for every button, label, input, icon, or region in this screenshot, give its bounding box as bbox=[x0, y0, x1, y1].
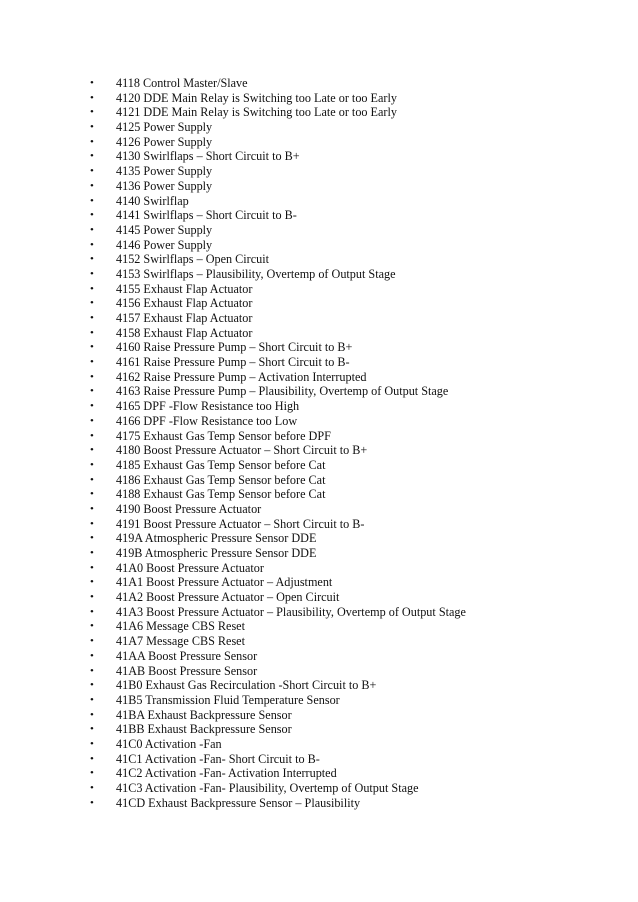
bullet-icon: • bbox=[90, 223, 94, 236]
list-item bbox=[90, 384, 610, 399]
bullet-icon: • bbox=[90, 282, 94, 295]
list-item-text: 4161 Raise Pressure Pump – Short Circuit to B- bbox=[116, 355, 350, 370]
list-item-text: 4190 Boost Pressure Actuator bbox=[116, 501, 262, 516]
bullet-icon: • bbox=[90, 591, 94, 604]
bullet-icon: • bbox=[90, 517, 94, 530]
bullet-icon: • bbox=[90, 605, 94, 618]
list-item bbox=[90, 149, 610, 164]
bullet-icon: • bbox=[90, 414, 94, 427]
bullet-icon: • bbox=[90, 297, 94, 310]
list-item-text: 41AB Boost Pressure Sensor bbox=[116, 663, 258, 678]
list-item-text: 4188 Exhaust Gas Temp Sensor before Cat bbox=[116, 487, 326, 502]
bullet-icon: • bbox=[90, 121, 94, 134]
bullet-icon: • bbox=[90, 312, 94, 324]
list-item-text: 4135 Power Supply bbox=[116, 164, 213, 179]
list-item-text: 419A Atmospheric Pressure Sensor DDE bbox=[116, 531, 317, 546]
list-item-text: 4175 Exhaust Gas Temp Sensor before DPF bbox=[116, 428, 331, 443]
list-item bbox=[90, 326, 610, 341]
list-item bbox=[90, 649, 610, 664]
list-item-text: 4136 Power Supply bbox=[116, 178, 213, 193]
list-item bbox=[90, 546, 610, 561]
list-item bbox=[90, 370, 610, 385]
list-item-text: 41B5 Transmission Fluid Temperature Sensor bbox=[116, 692, 340, 707]
list-item bbox=[90, 722, 610, 737]
bullet-icon: • bbox=[90, 356, 94, 369]
list-item-text: 41A3 Boost Pressure Actuator – Plausibility, Overtemp of Output Stage bbox=[116, 604, 466, 619]
list-item bbox=[90, 267, 610, 282]
list-item-text: 4130 Swirlflaps – Short Circuit to B+ bbox=[116, 149, 300, 164]
list-item bbox=[90, 619, 610, 634]
bullet-icon: • bbox=[90, 179, 94, 192]
bullet-icon: • bbox=[90, 194, 94, 207]
list-item-text: 41A1 Boost Pressure Actuator – Adjustment bbox=[116, 575, 333, 590]
list-item bbox=[90, 414, 610, 429]
list-item-text: 4141 Swirlflaps – Short Circuit to B- bbox=[116, 208, 297, 223]
bullet-icon: • bbox=[90, 444, 94, 457]
bullet-icon: • bbox=[90, 561, 94, 574]
bullet-icon: • bbox=[90, 473, 94, 486]
list-item bbox=[90, 502, 610, 517]
bullet-icon: • bbox=[90, 150, 94, 163]
list-item bbox=[90, 340, 610, 355]
list-item-text: 4165 DPF -Flow Resistance too High bbox=[116, 399, 300, 414]
bullet-icon: • bbox=[90, 532, 94, 545]
bullet-icon: • bbox=[90, 664, 94, 677]
list-item-text: 41A2 Boost Pressure Actuator – Open Circuit bbox=[116, 590, 340, 605]
bullet-icon: • bbox=[90, 708, 94, 721]
bullet-icon: • bbox=[90, 106, 94, 119]
list-item-text: 41AA Boost Pressure Sensor bbox=[116, 648, 258, 663]
list-item-text: 4146 Power Supply bbox=[116, 237, 213, 252]
list-item bbox=[90, 179, 610, 194]
list-item-text: 4153 Swirlflaps – Plausibility, Overtemp of Output Stage bbox=[116, 266, 396, 281]
list-item bbox=[90, 252, 610, 267]
list-item-text: 41CD Exhaust Backpressure Sensor – Plausibility bbox=[116, 795, 361, 810]
list-item-text: 41BB Exhaust Backpressure Sensor bbox=[116, 722, 292, 737]
list-item bbox=[90, 693, 610, 708]
list-item-text: 4163 Raise Pressure Pump – Plausibility, Overtemp of Output Stage bbox=[116, 384, 449, 399]
bullet-icon: • bbox=[90, 502, 94, 515]
list-item-text: 41BA Exhaust Backpressure Sensor bbox=[116, 707, 292, 722]
fault-code-list bbox=[90, 76, 610, 810]
list-item-text: 41C1 Activation -Fan- Short Circuit to B- bbox=[116, 751, 320, 766]
list-item bbox=[90, 76, 610, 91]
list-item bbox=[90, 531, 610, 546]
list-item bbox=[90, 429, 610, 444]
list-item bbox=[90, 208, 610, 223]
list-item bbox=[90, 664, 610, 679]
bullet-icon: • bbox=[90, 576, 94, 589]
list-item bbox=[90, 575, 610, 590]
list-item bbox=[90, 678, 610, 693]
list-item bbox=[90, 605, 610, 620]
bullet-icon: • bbox=[90, 165, 94, 178]
bullet-icon: • bbox=[90, 253, 94, 266]
bullet-icon: • bbox=[90, 488, 94, 501]
bullet-icon: • bbox=[90, 547, 94, 559]
list-item bbox=[90, 517, 610, 532]
bullet-icon: • bbox=[90, 326, 94, 339]
bullet-icon: • bbox=[90, 209, 94, 222]
list-item-text: 41C3 Activation -Fan- Plausibility, Overtemp of Output Stage bbox=[116, 781, 419, 795]
bullet-icon: • bbox=[90, 267, 94, 280]
bullet-icon: • bbox=[90, 649, 94, 662]
bullet-icon: • bbox=[90, 91, 94, 104]
list-item bbox=[90, 458, 610, 473]
list-item bbox=[90, 120, 610, 135]
list-item-text: 4156 Exhaust Flap Actuator bbox=[116, 296, 253, 311]
list-item-text: 41A6 Message CBS Reset bbox=[116, 619, 245, 634]
list-item-text: 4186 Exhaust Gas Temp Sensor before Cat bbox=[116, 472, 326, 487]
bullet-icon: • bbox=[90, 679, 94, 692]
list-item bbox=[90, 708, 610, 723]
list-item-text: 41A0 Boost Pressure Actuator bbox=[116, 560, 264, 575]
bullet-icon: • bbox=[90, 400, 94, 413]
list-item-text: 41C2 Activation -Fan- Activation Interrupted bbox=[116, 766, 337, 781]
bullet-icon: • bbox=[90, 341, 94, 354]
list-item bbox=[90, 487, 610, 502]
list-item bbox=[90, 399, 610, 414]
bullet-icon: • bbox=[90, 429, 94, 442]
bullet-icon: • bbox=[90, 238, 94, 251]
list-item-text: 41A7 Message CBS Reset bbox=[116, 634, 245, 649]
list-item-text: 4118 Control Master/Slave bbox=[116, 76, 248, 90]
list-item bbox=[90, 781, 610, 796]
bullet-icon: • bbox=[90, 620, 94, 633]
list-item bbox=[90, 282, 610, 297]
list-item bbox=[90, 796, 610, 811]
list-item bbox=[90, 223, 610, 238]
list-item-text: 4152 Swirlflaps – Open Circuit bbox=[116, 252, 270, 267]
bullet-icon: • bbox=[90, 458, 94, 471]
list-item-text: 4191 Boost Pressure Actuator – Short Circuit to B- bbox=[116, 516, 365, 531]
list-item-text: 4121 DDE Main Relay is Switching too Late or too Early bbox=[116, 105, 397, 120]
list-item bbox=[90, 194, 610, 209]
bullet-icon: • bbox=[90, 635, 94, 648]
bullet-icon: • bbox=[90, 370, 94, 383]
bullet-icon: • bbox=[90, 77, 94, 89]
list-item bbox=[90, 135, 610, 150]
list-item-text: 4162 Raise Pressure Pump – Activation Interrupted bbox=[116, 369, 367, 384]
list-item-text: 4125 Power Supply bbox=[116, 120, 213, 135]
list-item bbox=[90, 443, 610, 458]
list-item bbox=[90, 561, 610, 576]
bullet-icon: • bbox=[90, 723, 94, 736]
list-item-text: 41B0 Exhaust Gas Recirculation -Short Circuit to B+ bbox=[116, 678, 377, 693]
list-item-text: 4185 Exhaust Gas Temp Sensor before Cat bbox=[116, 457, 326, 472]
list-item bbox=[90, 737, 610, 752]
list-item bbox=[90, 296, 610, 311]
list-item bbox=[90, 105, 610, 120]
list-item-text: 4158 Exhaust Flap Actuator bbox=[116, 325, 253, 340]
list-item bbox=[90, 311, 610, 326]
list-item-text: 4140 Swirlflap bbox=[116, 193, 189, 208]
bullet-icon: • bbox=[90, 796, 94, 809]
list-item-text: 4180 Boost Pressure Actuator – Short Circuit to B+ bbox=[116, 443, 368, 458]
bullet-icon: • bbox=[90, 737, 94, 750]
list-item bbox=[90, 91, 610, 106]
list-item-text: 41C0 Activation -Fan bbox=[116, 736, 222, 751]
list-item-text: 4145 Power Supply bbox=[116, 222, 213, 237]
list-item bbox=[90, 164, 610, 179]
list-item-text: 4160 Raise Pressure Pump – Short Circuit to B+ bbox=[116, 340, 353, 355]
list-item-text: 4166 DPF -Flow Resistance too Low bbox=[116, 413, 298, 428]
list-item bbox=[90, 473, 610, 488]
list-item-text: 4157 Exhaust Flap Actuator bbox=[116, 311, 253, 325]
list-item-text: 4155 Exhaust Flap Actuator bbox=[116, 281, 253, 296]
list-item-text: 419B Atmospheric Pressure Sensor DDE bbox=[116, 546, 317, 560]
bullet-icon: • bbox=[90, 385, 94, 398]
list-item-text: 4126 Power Supply bbox=[116, 134, 213, 149]
list-item bbox=[90, 238, 610, 253]
bullet-icon: • bbox=[90, 767, 94, 780]
bullet-icon: • bbox=[90, 693, 94, 706]
list-item bbox=[90, 752, 610, 767]
list-item bbox=[90, 766, 610, 781]
list-item bbox=[90, 590, 610, 605]
list-item bbox=[90, 355, 610, 370]
bullet-icon: • bbox=[90, 782, 94, 794]
list-item bbox=[90, 634, 610, 649]
bullet-icon: • bbox=[90, 752, 94, 765]
bullet-icon: • bbox=[90, 135, 94, 148]
list-item-text: 4120 DDE Main Relay is Switching too Late or too Early bbox=[116, 90, 397, 105]
